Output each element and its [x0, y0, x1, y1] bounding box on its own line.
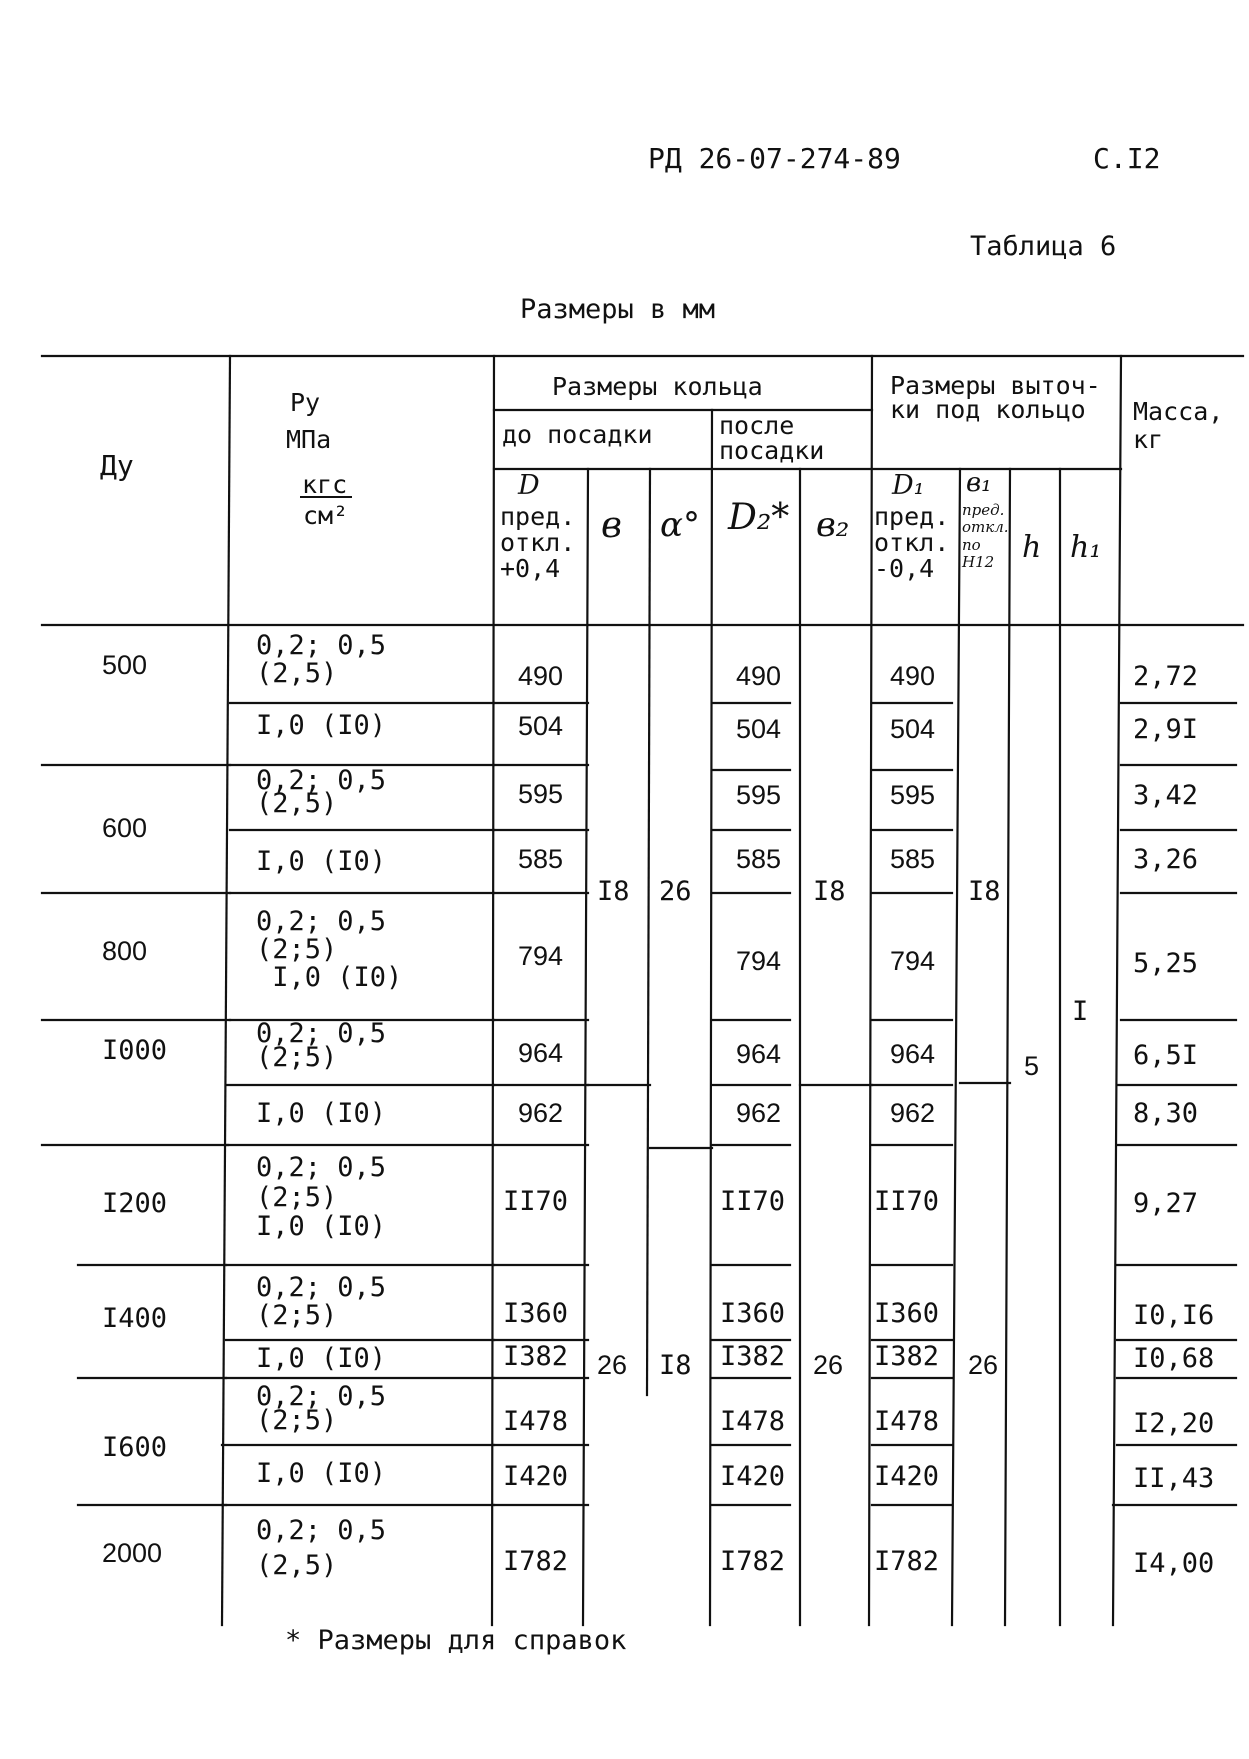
header-b1-symbol: в₁ — [966, 468, 992, 498]
b2-value-top: I8 — [813, 876, 846, 907]
alpha-value-bottom: I8 — [659, 1350, 692, 1381]
pressure-value: I,0 (I0) — [256, 710, 387, 741]
header-ring-dimensions: Размеры кольца — [552, 372, 763, 401]
pressure-value: 0,2; 0,5 (2,5) — [256, 630, 387, 690]
d1-value: 595 — [890, 780, 936, 810]
du-value: I000 — [102, 1035, 168, 1066]
mass-value: I4,00 — [1133, 1548, 1215, 1579]
pressure-value: 0,2; 0,5 (2;5) I,0 (I0) — [256, 906, 403, 994]
d2-value: 490 — [736, 661, 782, 691]
du-value: 2000 — [102, 1538, 163, 1568]
header-d2: D₂* — [728, 497, 790, 538]
mass-value: 2,72 — [1133, 661, 1199, 692]
mass-value: 5,25 — [1133, 948, 1199, 979]
d1-value: I382 — [874, 1341, 940, 1372]
header-before-fit: до посадки — [502, 420, 653, 449]
d1-value: 490 — [890, 661, 936, 691]
mass-value: 2,9I — [1133, 714, 1199, 745]
mass-value: I0,I6 — [1133, 1300, 1215, 1331]
header-cm2: см² — [303, 501, 349, 530]
b-value-bottom: 26 — [597, 1350, 628, 1380]
d1-value: I478 — [874, 1406, 940, 1437]
d-value: I420 — [503, 1461, 569, 1492]
d-value: 962 — [518, 1098, 564, 1128]
pressure-value: 0,2; 0,5 (2;5) — [256, 1018, 387, 1073]
d2-value: I478 — [720, 1406, 786, 1437]
d-value: 794 — [518, 941, 564, 971]
header-kgs: кгс — [302, 470, 348, 499]
header-d-tolerance: пред. откл. +0,4 — [500, 502, 576, 583]
header-after-fit: после посадки — [719, 411, 825, 465]
pressure-value: 0,2; 0,5 (2;5) I,0 (I0) — [256, 1152, 387, 1243]
pressure-value: 0,2; 0,5 (2;5) — [256, 1381, 387, 1436]
b1-value-top: I8 — [968, 876, 1001, 907]
header-mpa: МПа — [286, 425, 332, 454]
mass-value: II,43 — [1133, 1463, 1215, 1494]
header-alpha: α° — [660, 505, 700, 545]
header-groove-dimensions: Размеры выточ- ки под кольцо — [890, 371, 1101, 424]
du-value: 800 — [102, 936, 148, 966]
header-d-symbol: D — [518, 470, 540, 501]
d-value: I382 — [503, 1341, 569, 1372]
d1-value: 585 — [890, 844, 936, 874]
mass-value: I0,68 — [1133, 1343, 1215, 1374]
header-h: h — [1022, 530, 1042, 565]
du-value: 600 — [102, 813, 148, 843]
h1-value: I — [1072, 996, 1089, 1027]
mass-value: 3,26 — [1133, 844, 1199, 875]
du-value: I600 — [102, 1432, 168, 1463]
header-py: Ру — [290, 388, 321, 417]
header-d1-symbol: D₁ — [892, 470, 925, 501]
header-b: в — [601, 505, 622, 546]
header-b1-tolerance: пред. откл. по H12 — [962, 501, 1009, 571]
alpha-value-top: 26 — [659, 876, 692, 907]
header-d1-tolerance: пред. откл. -0,4 — [874, 502, 950, 583]
mass-value: 8,30 — [1133, 1098, 1199, 1129]
header-h1: h₁ — [1070, 530, 1102, 565]
d-value: 490 — [518, 661, 564, 691]
d2-value: II70 — [720, 1186, 786, 1217]
du-value: I200 — [102, 1188, 168, 1219]
header-b2: в₂ — [816, 505, 850, 545]
b2-value-bottom: 26 — [813, 1350, 844, 1380]
pressure-value: I,0 (I0) — [256, 1098, 387, 1129]
d1-value: 794 — [890, 946, 936, 976]
pressure-value: I,0 (I0) — [256, 1458, 387, 1489]
d1-value: II70 — [874, 1186, 940, 1217]
d2-value: I782 — [720, 1546, 786, 1577]
d-value: I782 — [503, 1546, 569, 1577]
d1-value: I360 — [874, 1298, 940, 1329]
d-value: II70 — [503, 1186, 569, 1217]
page-number: С.I2 — [1093, 142, 1161, 175]
table-label: Таблица 6 — [970, 231, 1117, 262]
d2-value: 962 — [736, 1098, 782, 1128]
d1-value: 504 — [890, 714, 936, 744]
du-value: 500 — [102, 650, 148, 680]
du-value: I400 — [102, 1303, 168, 1334]
d2-value: 964 — [736, 1039, 782, 1069]
d1-value: 964 — [890, 1039, 936, 1069]
d-value: I360 — [503, 1298, 569, 1329]
d1-value: I782 — [874, 1546, 940, 1577]
d-value: 504 — [518, 711, 564, 741]
d-value: 964 — [518, 1038, 564, 1068]
d2-value: 595 — [736, 780, 782, 810]
pressure-value: 0,2; 0,5 (2,5) — [256, 1515, 387, 1582]
units-caption: Размеры в мм — [520, 294, 716, 325]
document-code: РД 26-07-274-89 — [648, 142, 901, 175]
d2-value: 504 — [736, 714, 782, 744]
header-mass: Масса, кг — [1133, 397, 1224, 454]
mass-value: I2,20 — [1133, 1408, 1215, 1439]
footnote: * Размеры для справок — [285, 1625, 627, 1656]
d-value: 585 — [518, 844, 564, 874]
header-du: Ду — [100, 449, 134, 482]
d1-value: I420 — [874, 1461, 940, 1492]
pressure-value: 0,2; 0,5 (2,5) — [256, 765, 387, 819]
pressure-value: 0,2; 0,5 (2;5) — [256, 1272, 387, 1332]
mass-value: 9,27 — [1133, 1188, 1199, 1219]
mass-value: 6,5I — [1133, 1040, 1199, 1071]
b1-value-bottom: 26 — [968, 1350, 999, 1380]
d2-value: I360 — [720, 1298, 786, 1329]
d-value: I478 — [503, 1406, 569, 1437]
d2-value: I382 — [720, 1341, 786, 1372]
d2-value: 794 — [736, 946, 782, 976]
pressure-value: I,0 (I0) — [256, 1343, 387, 1374]
pressure-value: I,0 (I0) — [256, 846, 387, 877]
d-value: 595 — [518, 779, 564, 809]
b-value-top: I8 — [597, 876, 630, 907]
d2-value: 585 — [736, 844, 782, 874]
mass-value: 3,42 — [1133, 780, 1199, 811]
d1-value: 962 — [890, 1098, 936, 1128]
d2-value: I420 — [720, 1461, 786, 1492]
h-value: 5 — [1024, 1051, 1040, 1081]
